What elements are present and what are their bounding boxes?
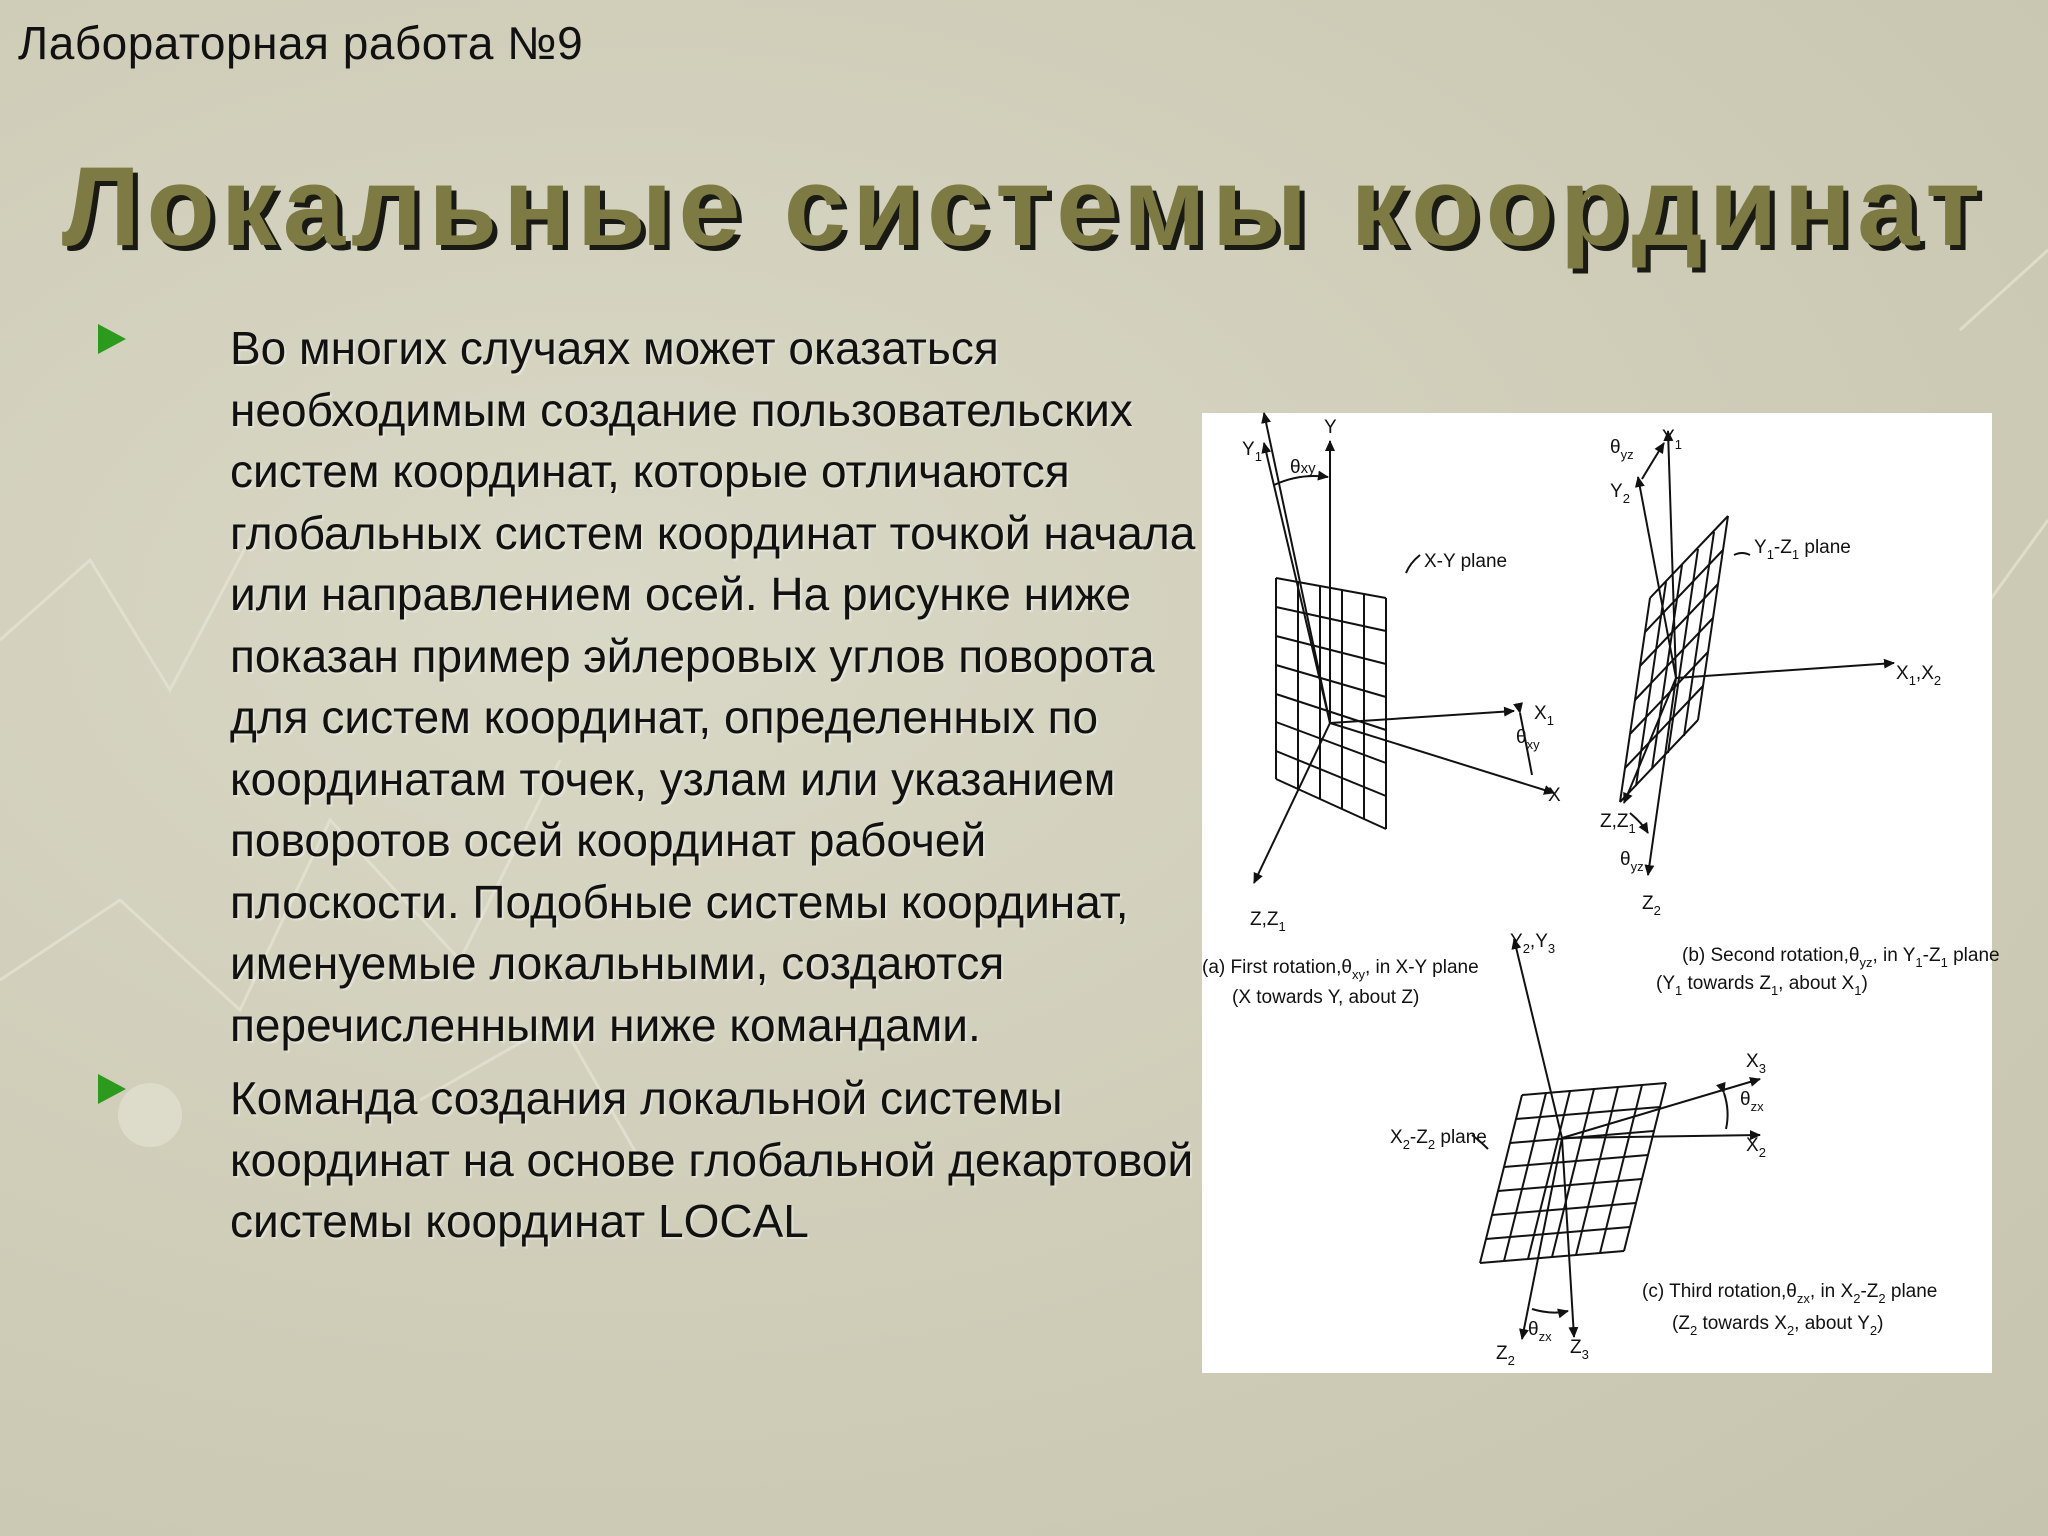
z-axis bbox=[1254, 723, 1330, 883]
x2z2-plane-grid bbox=[1480, 1083, 1666, 1263]
svg-text:Z2: $Z_2$ bbox=[1496, 1343, 1515, 1368]
svg-text:Y: Y bbox=[1324, 417, 1337, 438]
bullet-arrow-icon bbox=[98, 1074, 126, 1104]
x3-axis-c bbox=[1562, 1079, 1760, 1138]
svg-text:θzx: $\theta_{zx}$ bbox=[1528, 1319, 1552, 1344]
theta-xy-arc bbox=[1274, 476, 1328, 485]
svg-text:X2: $X_2$ bbox=[1746, 1135, 1766, 1160]
panel-a-labels bbox=[1202, 417, 1561, 1008]
panel-c bbox=[1472, 939, 1760, 1339]
z3-axis-c bbox=[1562, 1138, 1574, 1337]
svg-text:Y1-Z1 plane: $Y_1-Z_1$ plane bbox=[1754, 537, 1851, 562]
plane-leader bbox=[1406, 555, 1420, 573]
svg-text:θzx: $\theta_{zx}$ bbox=[1740, 1089, 1764, 1114]
svg-text:X2-Z2 plane: $X_2-Z_2$ plane bbox=[1390, 1127, 1487, 1152]
svg-text:θyz: $\theta_{yz}$ bbox=[1620, 849, 1644, 874]
svg-text:(Y1 towards Z1, about X1): ($Y_1$ towards $Z_1$, about $X_1$) bbox=[1656, 973, 1868, 998]
panel-a bbox=[1254, 413, 1554, 883]
svg-text:Y1: $Y_1$ bbox=[1242, 439, 1262, 464]
svg-text:(X towards Y, about Z): (X towards Y, about Z) bbox=[1232, 987, 1420, 1008]
svg-text:X1: $X_1$ bbox=[1534, 703, 1554, 728]
svg-text:Y2,Y3: $Y_2,Y_3$ bbox=[1510, 931, 1556, 956]
bullet-list bbox=[0, 318, 1220, 1253]
theta-zx-arc-2 bbox=[1532, 1309, 1568, 1313]
svg-text:(a) First rotation,θxy, in X-: (a) First $rotation,\theta_{xy}$, in X-Y plane bbox=[1202, 957, 1479, 982]
x1-axis bbox=[1330, 711, 1514, 723]
svg-text:(Z2 towards X2, about Y2): ($Z_2$ towards $X_2$, about $Y_2$) bbox=[1672, 1313, 1884, 1338]
svg-text:Z3: $Z_3$ bbox=[1570, 1337, 1589, 1362]
bullet-arrow-icon bbox=[98, 324, 126, 354]
svg-text:θyz: $\theta_{yz}$ bbox=[1610, 437, 1634, 462]
svg-text:Z2: $Z_2$ bbox=[1642, 893, 1661, 918]
plane-leader-b bbox=[1734, 553, 1750, 555]
svg-text:(b) Second rotation,θyz, in Y1: (b) Second $rotation,\theta_{yz}$, in $Y_1-Z_1$ plane bbox=[1682, 945, 2000, 970]
bullet-text: Во многих случаях может оказаться необходимым создание пользовательских систем координат, которые отличаются глобальных систем координат точкой начала или направлением осей. На рисунке ниже показан пример эйлеровых углов поворота для систем координат, определенных по координатам точек, узлам или указанием поворотов осей координат рабочей плоскости. Подобные системы координат, именуемые локальными, создаются перечисленными ниже командами. bbox=[230, 322, 1196, 1051]
svg-text:X3: $X_3$ bbox=[1746, 1051, 1766, 1076]
svg-text:(c) Third rotation,θzx, in X2: (c) Third $rotation,\theta_{zx}$, in $X_2-Z_2$ plane bbox=[1642, 1281, 1938, 1306]
y2y3-axis-c bbox=[1514, 939, 1562, 1138]
theta-zx-arc bbox=[1724, 1093, 1728, 1129]
bullet-text: Команда создания локальной системы координат на основе глобальной декартовой системы координат LOCAL bbox=[230, 1072, 1194, 1247]
lab-title: Лабораторная работа №9 bbox=[18, 17, 584, 69]
svg-text:θxy: $\theta_{xy}$ bbox=[1516, 727, 1540, 752]
slide-title: Локальные системы координат bbox=[61, 144, 1987, 269]
euler-rotation-figure bbox=[1202, 413, 2000, 1373]
svg-text:X1,X2: $X_1,X_2$ bbox=[1896, 663, 1942, 688]
x1x2-axis-b bbox=[1676, 663, 1894, 678]
svg-text:Z,Z1: $Z,Z_1$ bbox=[1250, 909, 1286, 934]
bullet-item bbox=[0, 1068, 1220, 1253]
bullet-item bbox=[0, 318, 1220, 1056]
svg-text:Y2: $Y_2$ bbox=[1610, 481, 1630, 506]
theta-yz-arc bbox=[1642, 443, 1664, 479]
y1z1-plane-grid bbox=[1620, 516, 1728, 802]
svg-text:θxy: θxy bbox=[1290, 457, 1316, 478]
svg-text:Y1: $Y_1$ bbox=[1662, 427, 1682, 452]
euler-rotation-diagram bbox=[1202, 413, 2000, 1373]
svg-text:Z,Z1: $Z,Z_1$ bbox=[1600, 811, 1636, 836]
svg-text:X: X bbox=[1548, 785, 1561, 806]
panel-b bbox=[1620, 431, 1894, 875]
svg-text:X-Y plane: X-Y plane bbox=[1424, 551, 1508, 572]
